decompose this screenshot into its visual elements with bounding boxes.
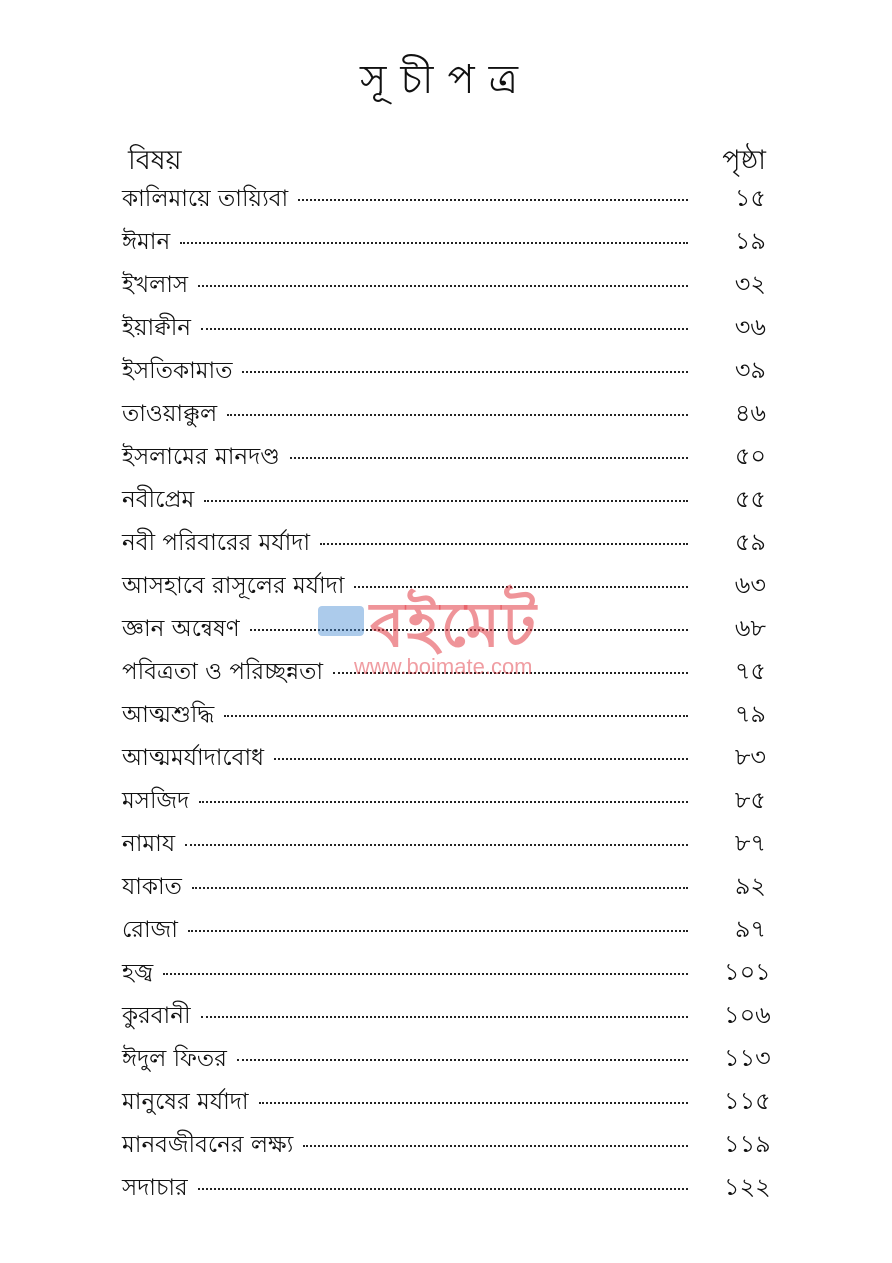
- toc-row: [122, 782, 766, 825]
- toc-row: [122, 524, 766, 567]
- dot-leader: [320, 543, 688, 545]
- column-header-subject: বিষয়: [128, 145, 182, 176]
- toc-entry-page: ৩২: [734, 270, 766, 298]
- toc-entry-page: ৮৩: [734, 743, 766, 771]
- toc-row: [122, 997, 771, 1040]
- dot-leader: [180, 242, 688, 244]
- dot-leader: [250, 629, 688, 631]
- toc-entry-title: নামায: [122, 831, 176, 857]
- toc-entry-title: যাকাত: [122, 874, 182, 900]
- dot-leader: [163, 973, 688, 975]
- toc-row: [122, 309, 766, 352]
- dot-leader: [188, 930, 688, 932]
- toc-entry-page: ৭৯: [734, 700, 766, 728]
- toc-entry-title: সদাচার: [122, 1175, 188, 1201]
- column-header-page: পৃষ্ঠা: [722, 145, 766, 176]
- toc-entry-title: ইখলাস: [122, 272, 189, 298]
- toc-row: [122, 395, 766, 438]
- toc-entry-page: ১৯: [734, 227, 766, 255]
- dot-leader: [192, 887, 688, 889]
- dot-leader: [198, 1188, 688, 1190]
- toc-row: [122, 610, 766, 653]
- toc-entry-page: ৫৫: [734, 485, 766, 513]
- toc-entry-page: ৩৯: [734, 356, 766, 384]
- toc-entry-title: ঈমান: [122, 229, 171, 255]
- toc-entry-title: ইসতিকামাত: [122, 358, 233, 384]
- dot-leader: [303, 1145, 688, 1147]
- toc-entry-page: ১১৩: [724, 1044, 771, 1072]
- dot-leader: [185, 844, 688, 846]
- toc-entry-page: ৮৫: [734, 786, 766, 814]
- toc-row: [122, 696, 766, 739]
- toc-row: [122, 567, 766, 610]
- toc-row: [122, 653, 766, 696]
- dot-leader: [224, 715, 688, 717]
- toc-entry-page: ৯২: [734, 872, 766, 900]
- toc-entry-title: পবিত্রতা ও পরিচ্ছন্নতা: [122, 659, 324, 685]
- toc-row: [122, 868, 766, 911]
- toc-entry-page: ৮৭: [734, 829, 766, 857]
- toc-entry-page: ৫০: [734, 442, 766, 470]
- toc-entry-title: রোজা: [122, 917, 178, 943]
- watermark-url: www.boimate.com: [354, 654, 533, 679]
- dot-leader: [259, 1102, 689, 1104]
- toc-entry-title: ঈদুল ফিতর: [122, 1046, 227, 1072]
- toc-entry-title: হজ্ব: [122, 960, 154, 986]
- toc-entry-title: জ্ঞান অন্বেষণ: [122, 616, 240, 642]
- toc-entry-page: ৪৬: [734, 399, 766, 427]
- toc-row: [122, 438, 766, 481]
- toc-row: [122, 266, 766, 309]
- dot-leader: [227, 414, 688, 416]
- toc-entry-title: ইসলামের মানদণ্ড: [122, 444, 280, 470]
- dot-leader: [204, 500, 688, 502]
- toc-entry-page: ৩৬: [734, 313, 766, 341]
- toc-row: [122, 954, 771, 997]
- toc-entry-page: ৭৫: [734, 657, 766, 685]
- dot-leader: [298, 199, 688, 201]
- toc-row: [122, 1083, 771, 1126]
- dot-leader: [274, 758, 688, 760]
- toc-entry-title: নবী পরিবারের মর্যাদা: [122, 530, 311, 556]
- toc-row: [122, 1126, 771, 1169]
- toc-entry-title: ইয়াক্বীন: [122, 315, 191, 341]
- toc-row: [122, 825, 766, 868]
- toc-entry-title: কালিমায়ে তায়্যিবা: [122, 186, 289, 212]
- toc-entry-title: তাওয়াক্কুল: [122, 401, 218, 427]
- toc-row: [122, 1169, 771, 1212]
- dot-leader: [201, 328, 688, 330]
- toc-row: [122, 739, 766, 782]
- toc-entry-page: ১০৬: [724, 1001, 771, 1029]
- toc-entry-page: ১২২: [724, 1173, 771, 1201]
- toc-entry-page: ৬৩: [734, 571, 766, 599]
- dot-leader: [242, 371, 688, 373]
- dot-leader: [354, 586, 688, 588]
- page-title: সূচীপত্র: [360, 57, 532, 103]
- table-of-contents: [122, 180, 771, 1212]
- toc-entry-page: ১১৫: [724, 1087, 771, 1115]
- dot-leader: [201, 1016, 688, 1018]
- toc-row: [122, 1040, 771, 1083]
- toc-entry-title: মসজিদ: [122, 788, 190, 814]
- toc-entry-page: ৫৯: [734, 528, 766, 556]
- toc-row: [122, 481, 766, 524]
- dot-leader: [198, 285, 688, 287]
- toc-entry-page: ৬৮: [734, 614, 766, 642]
- toc-entry-page: ১০১: [724, 958, 771, 986]
- toc-row: [122, 223, 766, 266]
- toc-entry-title: আত্মশুদ্ধি: [122, 702, 215, 728]
- toc-entry-title: আত্মমর্যাদাবোধ: [122, 745, 265, 771]
- toc-entry-page: ৯৭: [734, 915, 766, 943]
- dot-leader: [199, 801, 688, 803]
- toc-row: [122, 352, 766, 395]
- toc-row: [122, 180, 766, 223]
- toc-row: [122, 911, 766, 954]
- toc-entry-title: মানুষের মর্যাদা: [122, 1089, 249, 1115]
- toc-entry-title: মানবজীবনের লক্ষ্য: [122, 1132, 294, 1158]
- dot-leader: [290, 457, 688, 459]
- toc-entry-title: নবীপ্রেম: [122, 487, 195, 513]
- dot-leader: [237, 1059, 688, 1061]
- watermark-logo: বইমেট: [370, 588, 538, 661]
- toc-entry-page: ১৫: [734, 184, 766, 212]
- toc-entry-page: ১১৯: [724, 1130, 771, 1158]
- dot-leader: [333, 672, 688, 674]
- toc-entry-title: কুরবানী: [122, 1003, 191, 1029]
- toc-entry-title: আসহাবে রাসূলের মর্যাদা: [122, 573, 345, 599]
